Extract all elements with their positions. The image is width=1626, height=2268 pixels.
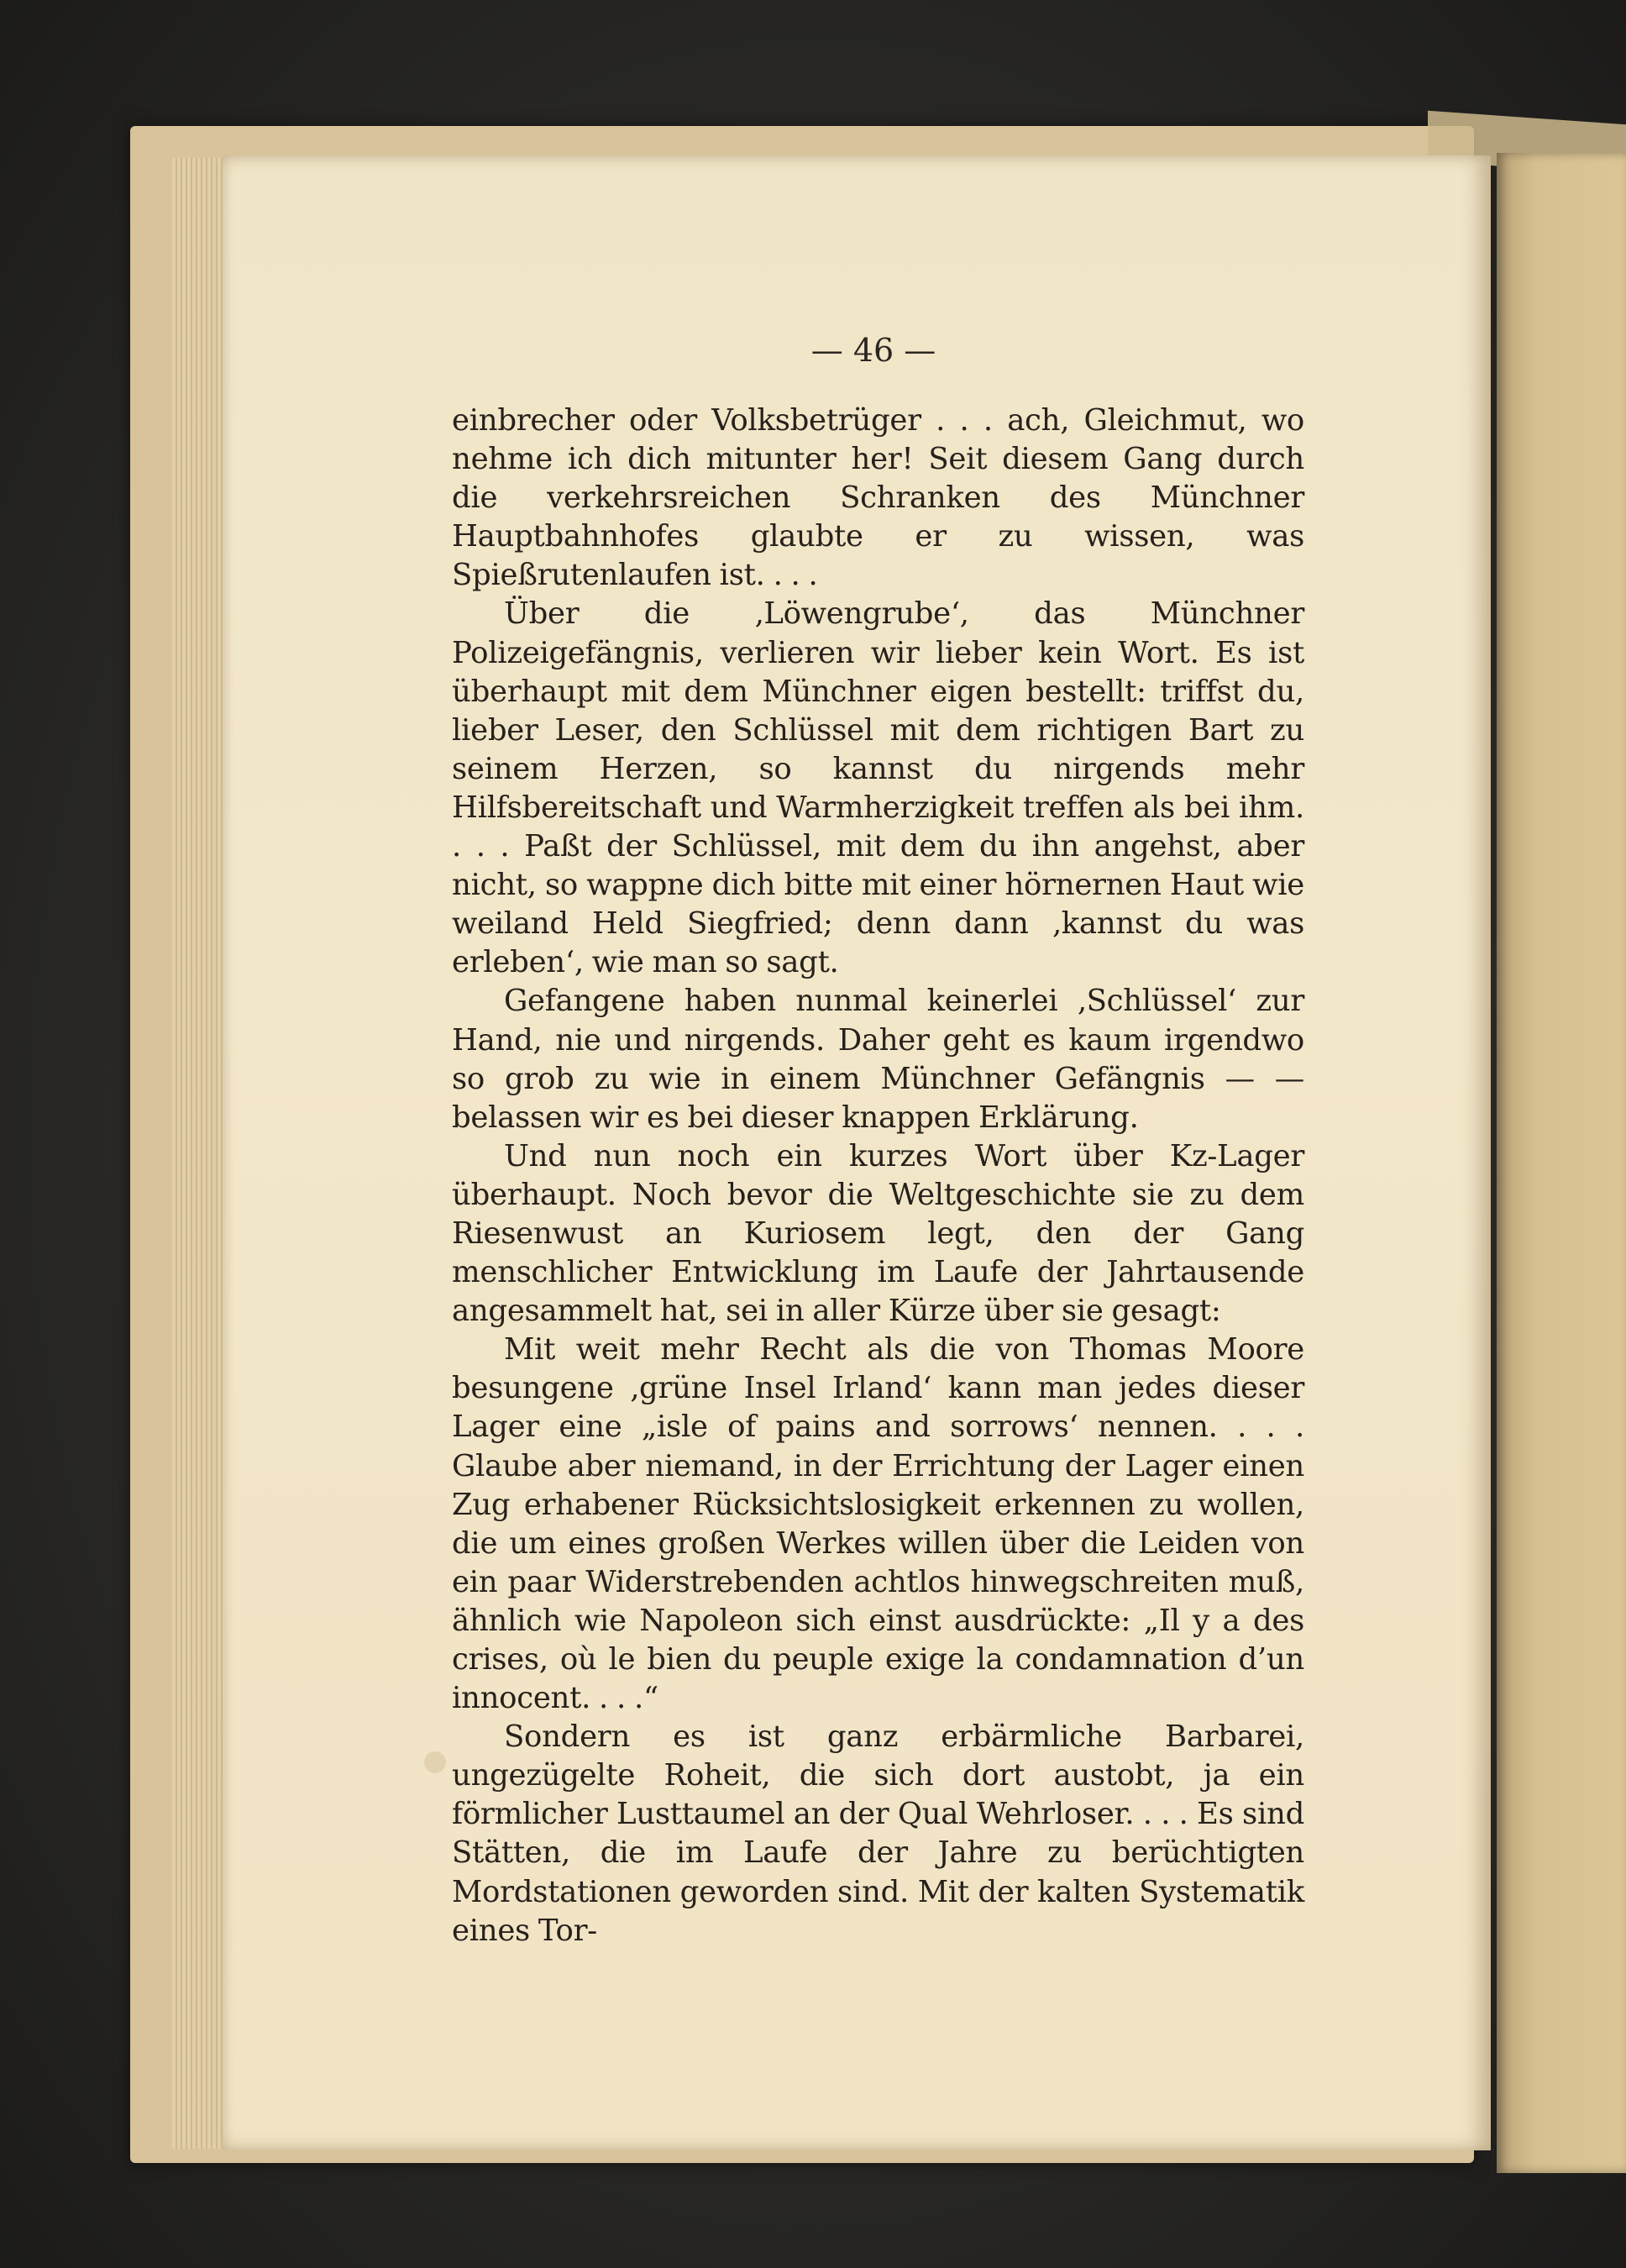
facing-page-strip: [1497, 153, 1626, 2173]
paragraph: Sondern es ist ganz erbärmliche Barbarei, ungezügelte Roheit, die sich dort austobt, ja ein förmlicher Lusttaumel an der Qual Wehrloser. . . . Es sind Stätten, die im Laufe der Jahre zu berüchtigten Mordstationen geworden sind. Mit der kalten Systematik eines Tor-: [452, 1719, 1304, 1948]
paragraph: Und nun noch ein kurzes Wort über Kz-Lager überhaupt. Noch bevor die Weltgeschichte sie zu dem Riesenwust an Kuriosem legt, den der Gang menschlicher Entwicklung im Laufe der Jahrtausende angesammelt hat, sei in aller Kürze über sie gesagt:: [452, 1138, 1304, 1329]
paragraph: einbrecher oder Volksbetrüger . . . ach, Gleichmut, wo nehme ich dich mitunter her! Seit diesem Gang durch die verkehrsreichen Schranken des Münchner Hauptbahnhofes glaubte er zu wissen, was Spießrutenlaufen ist. . . .: [452, 403, 1304, 593]
paragraph: Gefangene haben nunmal keinerlei ‚Schlüssel‘ zur Hand, nie und nirgends. Daher geht es kaum irgendwo so grob zu wie in einem Münchner Gefängnis — — belassen wir es bei dieser knappen Erklärung.: [452, 984, 1304, 1135]
paper-stain: [424, 1751, 446, 1773]
body-text: [452, 402, 1304, 1950]
paragraph: Mit weit mehr Recht als die von Thomas Moore besungene ‚grüne Insel Irland‘ kann man jedes dieser Lager eine „isle of pains and sorrows‘ nennen. . . . Glaube aber niemand, in der Errichtung der Lager einen Zug erhabener Rücksichtslosigkeit erkennen zu wollen, die um eines großen Werkes willen über die Leiden von ein paar Widerstrebenden achtlos hinwegschreiten muß, ähnlich wie Napoleon sich einst ausdrückte: „Il y a des crises, où le bien du peuple exige la condamnation d’un innocent. . . .“: [452, 1332, 1304, 1716]
page-number: — 46 —: [810, 332, 936, 369]
paragraph: Über die ‚Löwengrube‘, das Münchner Polizeigefängnis, verlieren wir lieber kein Wort. Es ist überhaupt mit dem Münchner eigen bestellt: triffst du, lieber Leser, den Schlüssel mit dem richtigen Bart zu seinem Herzen, so kannst du nirgends mehr Hilfsbereitschaft und Warmherzigkeit treffen als bei ihm. . . . Paßt der Schlüssel, mit dem du ihn angehst, aber nicht, so wappne dich bitte mit einer hörnernen Haut wie weiland Held Siegfried; denn dann ‚kannst du was erleben‘, wie man so sagt.: [452, 596, 1304, 980]
